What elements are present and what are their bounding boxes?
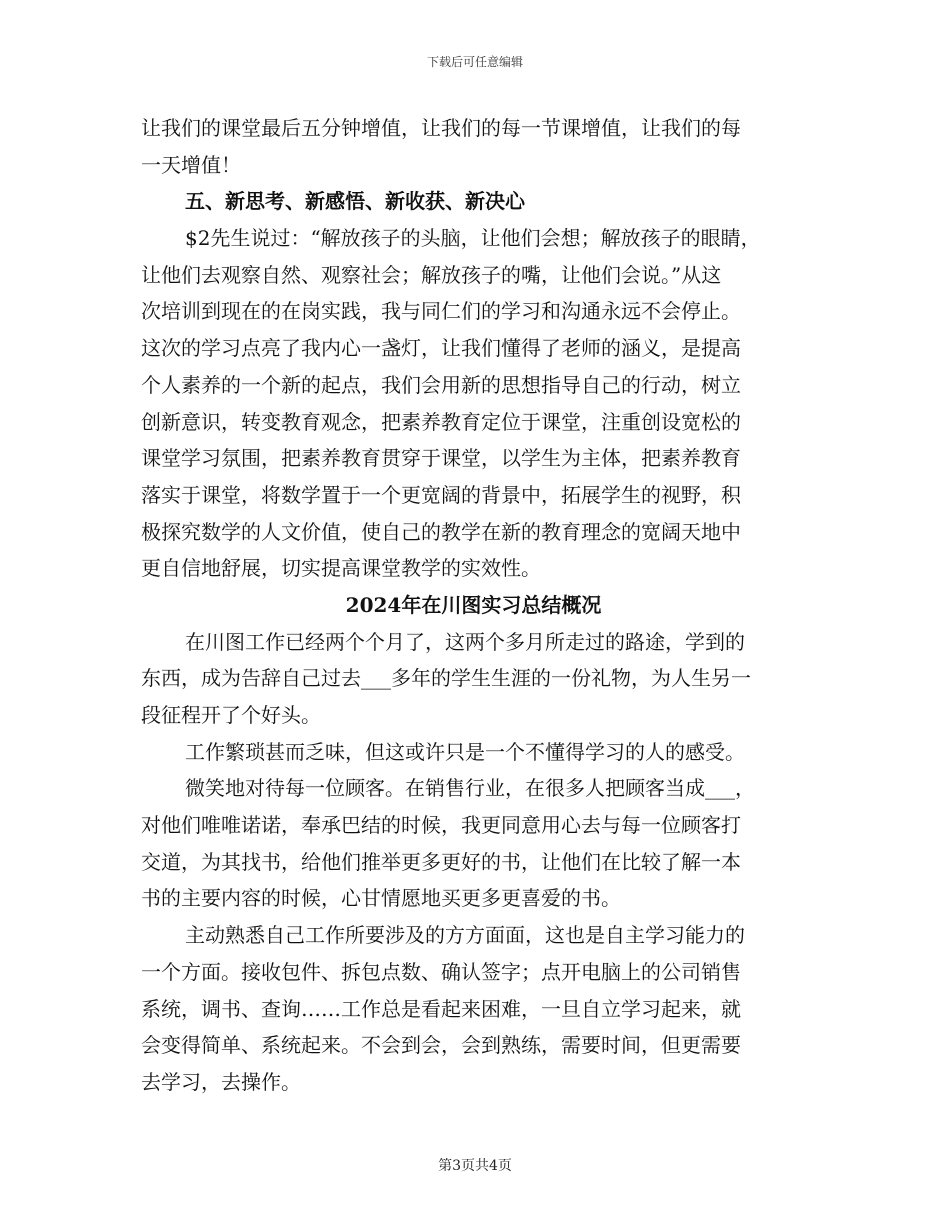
paragraph-line: 系统，调书、查询……工作总是看起来困难，一旦自立学习起来，就: [141, 996, 741, 1021]
paragraph-line: 一天增值！: [141, 152, 241, 177]
paragraph-line: 段征程开了个好头。: [141, 703, 321, 727]
paragraph-line: 极探究数学的人文价值，使自己的教学在新的教育理念的宽阔天地中: [141, 519, 741, 544]
paragraph-line: 在川图工作已经两个个月了，这两个多月所走过的路途，学到的: [185, 629, 745, 654]
paragraph-line: 书的主要内容的时候，心甘情愿地买更多更喜爱的书。: [141, 886, 621, 911]
paragraph-line: 让我们的课堂最后五分钟增值，让我们的每一节课增值，让我们的每: [141, 116, 741, 140]
paragraph-line: 主动熟悉自己工作所要涉及的方方面面，这也是自主学习能力的: [185, 923, 745, 948]
section-heading: 五、新思考、新感悟、新收获、新决心: [185, 189, 525, 214]
paragraph-line: 创新意识，转变教育观念，把素养教育定位于课堂，注重创设宽松的: [141, 409, 741, 434]
page-footer: 第3页共4页: [438, 1158, 512, 1174]
page-header: 下载后可任意编辑: [426, 55, 523, 69]
paragraph-line: 让他们去观察自然、观察社会；解放孩子的嘴，让他们会说。”从这: [141, 262, 722, 287]
paragraph-line: 对他们唯唯诺诺，奉承巴结的时候，我更同意用心去与每一位顾客打: [141, 813, 741, 838]
paragraph-line: 这次的学习点亮了我内心一盏灯，让我们懂得了老师的涵义，是提高: [141, 336, 741, 361]
document-body: [141, 110, 806, 1101]
paragraph-line: 东西，成为告辞自己过去___多年的学生生涯的一份礼物，为人生另一: [141, 666, 751, 691]
paragraph-line: 个人素养的一个新的起点，我们会用新的思想指导自己的行动，树立: [141, 372, 741, 397]
paragraph-line: 会变得简单、系统起来。不会到会，会到熟练，需要时间，但更需要: [141, 1033, 741, 1058]
paragraph-line: 落实于课堂，将数学置于一个更宽阔的背景中，拓展学生的视野，积: [141, 482, 741, 507]
paragraph-line: 更自信地舒展，切实提高课堂教学的实效性。: [141, 556, 541, 581]
paragraph-line: 微笑地对待每一位顾客。在销售行业，在很多人把顾客当成___，: [185, 776, 755, 801]
paragraph-line: 次培训到现在的在岗实践，我与同仁们的学习和沟通永远不会停止。: [141, 299, 741, 324]
paragraph-line: $2先生说过：“解放孩子的头脑，让他们会想；解放孩子的眼睛，: [185, 226, 761, 251]
paragraph-line: 一个方面。接收包件、拆包点数、确认签字；点开电脑上的公司销售: [141, 959, 741, 984]
paragraph-line: 去学习，去操作。: [141, 1069, 301, 1094]
paragraph-line: 交道，为其找书，给他们推举更多更好的书，让他们在比较了解一本: [141, 849, 741, 874]
paragraph-line: 课堂学习氛围，把素养教育贯穿于课堂，以学生为主体，把素养教育: [141, 446, 741, 471]
document-title: 2024年在川图实习总结概况: [345, 592, 602, 617]
paragraph-line: 工作繁琐甚而乏味，但这或许只是一个不懂得学习的人的感受。: [185, 739, 745, 764]
